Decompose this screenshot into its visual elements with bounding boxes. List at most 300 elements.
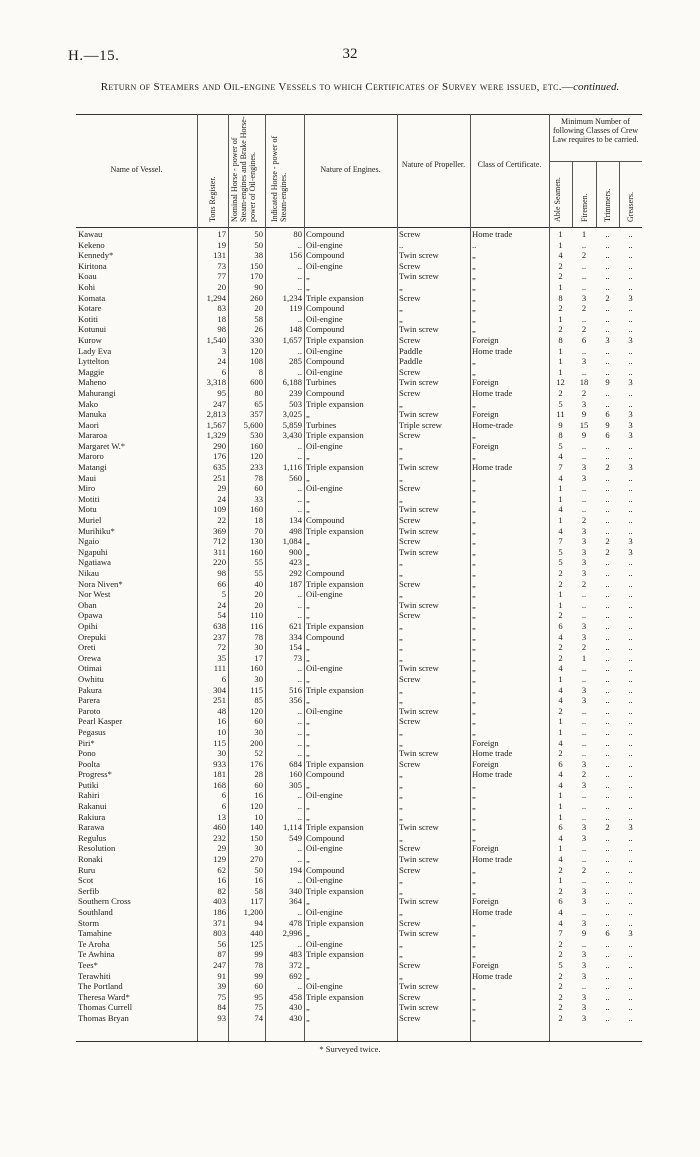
firemen-cell: ..: [581, 811, 587, 822]
vessel-name-cell: Orewa: [78, 652, 101, 663]
firemen-cell: 3: [581, 991, 587, 1002]
firemen-cell: 3: [581, 832, 587, 843]
tons-register-cell: 5: [221, 589, 226, 600]
certificate-class-cell: „: [472, 779, 476, 790]
vessel-table: [76, 229, 642, 1024]
trimmers-cell: ..: [605, 250, 610, 261]
propeller-type-cell: Twin screw: [399, 599, 439, 610]
indicated-hp-cell: ..: [297, 811, 302, 822]
greasers-cell: ..: [628, 695, 633, 706]
certificate-class-cell: „: [472, 281, 476, 292]
indicated-hp-cell: ..: [297, 737, 302, 748]
propeller-type-cell: Twin screw: [399, 928, 439, 939]
propeller-type-cell: „: [399, 779, 403, 790]
trimmers-cell: ..: [605, 398, 610, 409]
certificate-class-cell: „: [472, 864, 476, 875]
able-seamen-cell: 2: [558, 610, 563, 621]
nominal-hp-cell: 330: [250, 334, 263, 345]
vessel-name-cell: Mako: [78, 398, 99, 409]
able-seamen-cell: 1: [558, 356, 563, 367]
tons-register-cell: 1,567: [206, 419, 226, 430]
tons-register-cell: 3: [221, 345, 226, 356]
trimmers-cell: ..: [605, 652, 610, 663]
indicated-hp-cell: ..: [297, 313, 302, 324]
trimmers-cell: ..: [605, 832, 610, 843]
nominal-hp-cell: 233: [250, 462, 263, 473]
engine-type-cell: Triple expansion: [306, 430, 364, 441]
certificate-class-cell: Foreign: [472, 843, 499, 854]
tons-register-cell: 39: [217, 981, 226, 992]
nominal-hp-cell: 5,600: [243, 419, 263, 430]
greasers-cell: 3: [628, 536, 633, 547]
certificate-class-cell: „: [472, 801, 476, 812]
nominal-hp-cell: 58: [254, 885, 263, 896]
nominal-hp-cell: 270: [250, 854, 263, 865]
trimmers-cell: ..: [605, 515, 610, 526]
engine-type-cell: Triple expansion: [306, 334, 364, 345]
nominal-hp-cell: 260: [250, 292, 263, 303]
table-row: [76, 727, 642, 738]
vessel-name-cell: Mahurangi: [78, 387, 116, 398]
certificate-class-cell: „: [472, 472, 476, 483]
tons-register-cell: 29: [217, 483, 226, 494]
able-seamen-cell: 7: [558, 928, 563, 939]
table-row: [76, 960, 642, 971]
greasers-cell: ..: [628, 758, 633, 769]
engine-type-cell: Compound: [306, 631, 345, 642]
able-seamen-cell: 2: [558, 260, 563, 271]
footer-rule: [76, 1041, 642, 1042]
propeller-type-cell: „: [399, 620, 403, 631]
engine-type-cell: „: [306, 811, 310, 822]
tons-register-cell: 16: [217, 875, 226, 886]
propeller-type-cell: „: [399, 907, 403, 917]
tons-register-cell: 84: [217, 1002, 226, 1013]
table-row: [76, 293, 642, 304]
table-row: [76, 356, 642, 367]
greasers-cell: ..: [628, 907, 633, 917]
engine-type-cell: „: [306, 716, 310, 727]
firemen-cell: 3: [581, 959, 587, 970]
engine-type-cell: Triple expansion: [306, 462, 364, 473]
certificate-class-cell: „: [472, 684, 476, 695]
greasers-cell: ..: [628, 1002, 633, 1013]
nominal-hp-cell: 99: [254, 949, 263, 960]
vessel-name-cell: Matangi: [78, 462, 107, 473]
table-row: [76, 483, 642, 494]
nominal-hp-cell: 30: [254, 642, 263, 653]
nominal-hp-cell: 116: [250, 620, 263, 631]
table-row: [76, 504, 642, 515]
engine-type-cell: Compound: [306, 324, 345, 335]
propeller-type-cell: „: [399, 695, 403, 706]
greasers-cell: ..: [628, 303, 633, 314]
propeller-type-cell: Twin screw: [399, 271, 439, 282]
certificate-class-cell: „: [472, 250, 476, 261]
tons-register-cell: 95: [217, 387, 226, 398]
tons-register-cell: 129: [213, 854, 226, 865]
propeller-type-cell: Screw: [399, 229, 421, 239]
vessel-name-cell: Progress*: [78, 769, 112, 780]
vessel-name-cell: Maui: [78, 472, 97, 483]
nominal-hp-cell: 30: [254, 673, 263, 684]
certificate-class-cell: „: [472, 642, 476, 653]
nominal-hp-cell: 60: [254, 981, 263, 992]
engine-type-cell: Turbines: [306, 377, 337, 388]
indicated-hp-cell: 80: [293, 229, 302, 239]
tons-register-cell: 48: [217, 705, 226, 716]
greasers-cell: ..: [628, 991, 633, 1002]
propeller-type-cell: „: [399, 938, 403, 949]
vessel-name-cell: Opawa: [78, 610, 103, 621]
engine-type-cell: Triple expansion: [306, 917, 364, 928]
able-seamen-cell: 1: [558, 599, 563, 610]
greasers-cell: 3: [628, 377, 633, 388]
tons-register-cell: 3,318: [206, 377, 226, 388]
tons-register-cell: 304: [213, 684, 226, 695]
table-row: [76, 695, 642, 706]
greasers-cell: ..: [628, 589, 633, 600]
nominal-hp-cell: 20: [254, 303, 263, 314]
able-seamen-cell: 4: [558, 737, 563, 748]
vessel-name-cell: Komata: [78, 292, 106, 303]
trimmers-cell: ..: [605, 345, 610, 356]
header-certificate: Class of Certificate.: [477, 160, 542, 169]
engine-type-cell: Oil-engine: [306, 260, 343, 271]
vessel-name-cell: Scot: [78, 875, 94, 886]
table-row: [76, 642, 642, 653]
tons-register-cell: 66: [217, 578, 226, 589]
col-divider: [596, 161, 597, 227]
greasers-cell: ..: [628, 472, 633, 483]
indicated-hp-cell: 516: [289, 684, 302, 695]
indicated-hp-cell: 1,657: [282, 334, 302, 345]
able-seamen-cell: 4: [558, 504, 563, 515]
greasers-cell: ..: [628, 885, 633, 896]
vessel-name-cell: Nor West: [78, 589, 111, 600]
certificate-class-cell: „: [472, 504, 476, 515]
tons-register-cell: 77: [217, 271, 226, 282]
able-seamen-cell: 8: [558, 334, 563, 345]
engine-type-cell: Compound: [306, 303, 345, 314]
greasers-cell: ..: [628, 398, 633, 409]
certificate-class-cell: Home trade: [472, 907, 513, 917]
nominal-hp-cell: 50: [254, 239, 263, 250]
vessel-name-cell: Opihi: [78, 620, 98, 631]
engine-type-cell: Oil-engine: [306, 663, 343, 674]
vessel-name-cell: Miro: [78, 483, 96, 494]
nominal-hp-cell: 55: [254, 557, 263, 568]
table-row: [76, 515, 642, 526]
firemen-cell: 2: [581, 578, 587, 589]
nominal-hp-cell: 170: [250, 271, 263, 282]
engine-type-cell: „: [306, 1002, 310, 1013]
trimmers-cell: ..: [605, 758, 610, 769]
indicated-hp-cell: 239: [289, 387, 302, 398]
engine-type-cell: Compound: [306, 769, 345, 780]
firemen-cell: 2: [581, 515, 587, 526]
able-seamen-cell: 7: [558, 462, 563, 473]
indicated-hp-cell: ..: [297, 345, 302, 356]
greasers-cell: 3: [628, 430, 633, 441]
vessel-name-cell: Pakura: [78, 684, 102, 695]
propeller-type-cell: Screw: [399, 758, 421, 769]
table-row: [76, 420, 642, 431]
able-seamen-cell: 2: [558, 938, 563, 949]
indicated-hp-cell: 372: [289, 959, 302, 970]
trimmers-cell: ..: [605, 281, 610, 292]
engine-type-cell: „: [306, 281, 310, 292]
nominal-hp-cell: 357: [250, 409, 263, 420]
engine-type-cell: „: [306, 546, 310, 557]
vessel-name-cell: Ruru: [78, 864, 96, 875]
trimmers-cell: ..: [605, 620, 610, 631]
certificate-class-cell: Home trade: [472, 387, 513, 398]
tons-register-cell: 22: [217, 515, 226, 526]
trimmers-cell: ..: [605, 843, 610, 854]
greasers-cell: ..: [628, 387, 633, 398]
nominal-hp-cell: 17: [254, 652, 263, 663]
propeller-type-cell: „: [399, 303, 403, 314]
able-seamen-cell: 4: [558, 854, 563, 865]
vessel-name-cell: Maheno: [78, 377, 107, 388]
certificate-class-cell: „: [472, 822, 476, 833]
engine-type-cell: Turbines: [306, 419, 337, 430]
able-seamen-cell: 4: [558, 451, 563, 462]
table-row: [76, 685, 642, 696]
greasers-cell: 3: [628, 292, 633, 303]
nominal-hp-cell: 90: [254, 281, 263, 292]
firemen-cell: ..: [581, 673, 587, 684]
indicated-hp-cell: 160: [289, 769, 302, 780]
firemen-cell: 3: [581, 546, 587, 557]
table-row: [76, 600, 642, 611]
table-row: [76, 738, 642, 749]
propeller-type-cell: Paddle: [399, 356, 423, 367]
indicated-hp-cell: 483: [289, 949, 302, 960]
nominal-hp-cell: 130: [250, 536, 263, 547]
nominal-hp-cell: 33: [254, 493, 263, 504]
able-seamen-cell: 4: [558, 695, 563, 706]
trimmers-cell: ..: [605, 589, 610, 600]
tons-register-cell: 247: [213, 959, 226, 970]
table-row: [76, 526, 642, 537]
firemen-cell: ..: [581, 345, 587, 356]
nominal-hp-cell: 75: [254, 1002, 263, 1013]
certificate-class-cell: Foreign: [472, 440, 499, 451]
greasers-cell: 3: [628, 928, 633, 939]
tons-register-cell: 1,329: [206, 430, 226, 441]
certificate-class-cell: „: [472, 313, 476, 324]
firemen-cell: 3: [581, 684, 587, 695]
able-seamen-cell: 4: [558, 907, 563, 917]
nominal-hp-cell: 20: [254, 599, 263, 610]
vessel-name-cell: Rarawa: [78, 822, 105, 833]
tons-register-cell: 168: [213, 779, 226, 790]
able-seamen-cell: 7: [558, 536, 563, 547]
vessel-name-cell: Putiki: [78, 779, 99, 790]
greasers-cell: ..: [628, 705, 633, 716]
greasers-cell: ..: [628, 324, 633, 335]
nominal-hp-cell: 440: [250, 928, 263, 939]
greasers-cell: ..: [628, 684, 633, 695]
table-row: [76, 494, 642, 505]
trimmers-cell: ..: [605, 790, 610, 801]
firemen-cell: 6: [581, 334, 587, 345]
able-seamen-cell: 5: [558, 546, 563, 557]
trimmers-cell: ..: [605, 885, 610, 896]
greasers-cell: ..: [628, 673, 633, 684]
firemen-cell: 1: [581, 652, 587, 663]
indicated-hp-cell: 148: [289, 324, 302, 335]
trimmers-cell: ..: [605, 769, 610, 780]
greasers-cell: ..: [628, 366, 633, 377]
greasers-cell: ..: [628, 652, 633, 663]
certificate-class-cell: „: [472, 631, 476, 642]
table-row: [76, 875, 642, 886]
able-seamen-cell: 2: [558, 991, 563, 1002]
engine-type-cell: „: [306, 472, 310, 483]
vessel-name-cell: Orepuki: [78, 631, 107, 642]
nominal-hp-cell: 108: [250, 356, 263, 367]
able-seamen-cell: 2: [558, 970, 563, 981]
firemen-cell: ..: [581, 271, 587, 282]
firemen-cell: 3: [581, 822, 587, 833]
certificate-class-cell: „: [472, 673, 476, 684]
vessel-name-cell: Maggie: [78, 366, 105, 377]
indicated-hp-cell: 498: [289, 525, 302, 536]
trimmers-cell: ..: [605, 991, 610, 1002]
able-seamen-cell: 4: [558, 525, 563, 536]
propeller-type-cell: Screw: [399, 673, 421, 684]
engine-type-cell: Triple expansion: [306, 885, 364, 896]
table-row: [76, 981, 642, 992]
tons-register-cell: 1,540: [206, 334, 226, 345]
trimmers-cell: 6: [605, 430, 610, 441]
vessel-name-cell: Thomas Currell: [78, 1002, 133, 1013]
greasers-cell: ..: [628, 250, 633, 261]
able-seamen-cell: 1: [558, 493, 563, 504]
indicated-hp-cell: 1,084: [282, 536, 302, 547]
certificate-class-cell: „: [472, 695, 476, 706]
certificate-class-cell: Home trade: [472, 748, 513, 759]
firemen-cell: 18: [579, 377, 589, 388]
firemen-cell: ..: [581, 610, 587, 621]
nominal-hp-cell: 78: [254, 631, 263, 642]
greasers-cell: ..: [628, 716, 633, 727]
firemen-cell: 3: [581, 970, 587, 981]
indicated-hp-cell: 119: [289, 303, 302, 314]
tons-register-cell: 98: [217, 568, 226, 578]
firemen-cell: 3: [581, 896, 587, 907]
crew-subheader-rule: [549, 161, 642, 162]
certificate-class-cell: „: [472, 716, 476, 727]
table-row: [76, 663, 642, 674]
tons-register-cell: 369: [213, 525, 226, 536]
engine-type-cell: „: [306, 599, 310, 610]
greasers-cell: ..: [628, 748, 633, 759]
table-row: [76, 928, 642, 939]
table-row: [76, 377, 642, 388]
tons-register-cell: 181: [213, 769, 226, 780]
vessel-name-cell: Kawau: [78, 229, 103, 239]
trimmers-cell: ..: [605, 854, 610, 865]
indicated-hp-cell: 430: [289, 1002, 302, 1013]
greasers-cell: ..: [628, 229, 633, 239]
able-seamen-cell: 4: [558, 472, 563, 483]
greasers-cell: ..: [628, 271, 633, 282]
table-row: [76, 388, 642, 399]
able-seamen-cell: 2: [558, 1002, 563, 1013]
greasers-cell: ..: [628, 917, 633, 928]
vessel-name-cell: Kotiti: [78, 313, 99, 324]
able-seamen-cell: 1: [558, 790, 563, 801]
vessel-name-cell: Pearl Kasper: [78, 716, 123, 727]
firemen-cell: 3: [581, 292, 587, 303]
indicated-hp-cell: 194: [289, 864, 302, 875]
trimmers-cell: ..: [605, 366, 610, 377]
certificate-class-cell: „: [472, 324, 476, 335]
certificate-class-cell: Foreign: [472, 737, 499, 748]
table-row: [76, 971, 642, 982]
firemen-cell: ..: [581, 907, 587, 917]
certificate-class-cell: „: [472, 546, 476, 557]
certificate-class-cell: „: [472, 885, 476, 896]
firemen-cell: 9: [581, 928, 587, 939]
engine-type-cell: Oil-engine: [306, 938, 343, 949]
engine-type-cell: Triple expansion: [306, 525, 364, 536]
propeller-type-cell: „: [399, 737, 403, 748]
table-row: [76, 674, 642, 685]
indicated-hp-cell: 458: [289, 991, 302, 1002]
table-row: [76, 632, 642, 643]
engine-type-cell: Triple expansion: [306, 949, 364, 960]
propeller-type-cell: „: [399, 472, 403, 483]
trimmers-cell: ..: [605, 663, 610, 674]
table-row: [76, 621, 642, 632]
propeller-type-cell: Screw: [399, 430, 421, 441]
trimmers-cell: ..: [605, 726, 610, 737]
propeller-type-cell: Twin screw: [399, 546, 439, 557]
header-engines: Nature of Engines.: [320, 165, 381, 174]
firemen-cell: ..: [581, 313, 587, 324]
propeller-type-cell: Screw: [399, 991, 421, 1002]
table-row: [76, 240, 642, 251]
certificate-class-cell: Home trade: [472, 854, 513, 865]
vessel-name-cell: Southern Cross: [78, 896, 131, 907]
indicated-hp-cell: ..: [297, 938, 302, 949]
indicated-hp-cell: 2,996: [282, 928, 302, 939]
vessel-name-cell: Serfib: [78, 885, 100, 896]
able-seamen-cell: 1: [558, 716, 563, 727]
vessel-name-cell: Thomas Bryan: [78, 1012, 129, 1023]
propeller-type-cell: Screw: [399, 292, 421, 303]
table-title: [70, 80, 650, 94]
certificate-class-cell: „: [472, 875, 476, 886]
engine-type-cell: Triple expansion: [306, 398, 364, 409]
nominal-hp-cell: 58: [254, 313, 263, 324]
firemen-cell: ..: [581, 260, 587, 271]
table-row: [76, 992, 642, 1003]
propeller-type-cell: Screw: [399, 843, 421, 854]
indicated-hp-cell: ..: [297, 451, 302, 462]
propeller-type-cell: Screw: [399, 260, 421, 271]
vessel-name-cell: Te Awhina: [78, 949, 115, 960]
certificate-class-cell: „: [472, 1002, 476, 1013]
tons-register-cell: 91: [217, 970, 226, 981]
firemen-cell: ..: [581, 504, 587, 515]
table-row: [76, 865, 642, 876]
